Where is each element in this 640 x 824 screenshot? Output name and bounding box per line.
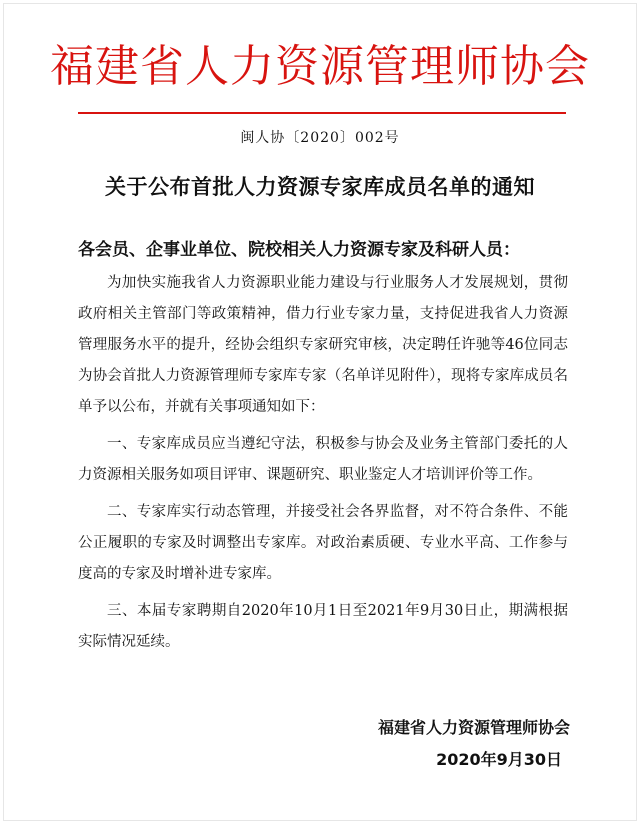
body-paragraph-intro: 为加快实施我省人力资源职业能力建设与行业服务人才发展规划，贯彻政府相关主管部门等政策精神，借力行业专家力量，支持促进我省人力资源管理服务水平的提升，经协会组织专家研究审核，决定聘任许驰等46位同志为协会首批人力资源管理师专家库专家（名单详见附件），现将专家库成员名单予以公布，并就有关事项通知如下： bbox=[78, 275, 568, 415]
body-paragraph-item-1: 一、专家库成员应当遵纪守法，积极参与协会及业务主管部门委托的人力资源相关服务如项目评审、课题研究、职业鉴定人才培训评价等工作。 bbox=[78, 436, 568, 483]
header-divider bbox=[78, 112, 566, 114]
salutation: 各会员、企事业单位、院校相关人力资源专家及科研人员： bbox=[78, 240, 520, 260]
document-number: 闽人协〔2020〕002号 bbox=[240, 130, 400, 146]
body-paragraph-item-2: 二、专家库实行动态管理，并接受社会各界监督，对不符合条件、不能公正履职的专家及时调整出专家库。对政治素质硬、专业水平高、工作参与度高的专家及时增补进专家库。 bbox=[78, 504, 568, 582]
notice-title: 关于公布首批人力资源专家库成员名单的通知 bbox=[105, 175, 535, 199]
body-paragraph-item-3: 三、本届专家聘期自2020年10月1日至2021年9月30日止，期满根据实际情况延续。 bbox=[78, 603, 568, 650]
organization-header: 福建省人力资源管理师协会 bbox=[50, 41, 590, 92]
issue-date: 2020年9月30日 bbox=[436, 750, 562, 769]
issuer-name: 福建省人力资源管理师协会 bbox=[377, 718, 570, 737]
notice-body bbox=[78, 268, 568, 658]
signature-block bbox=[378, 712, 570, 776]
